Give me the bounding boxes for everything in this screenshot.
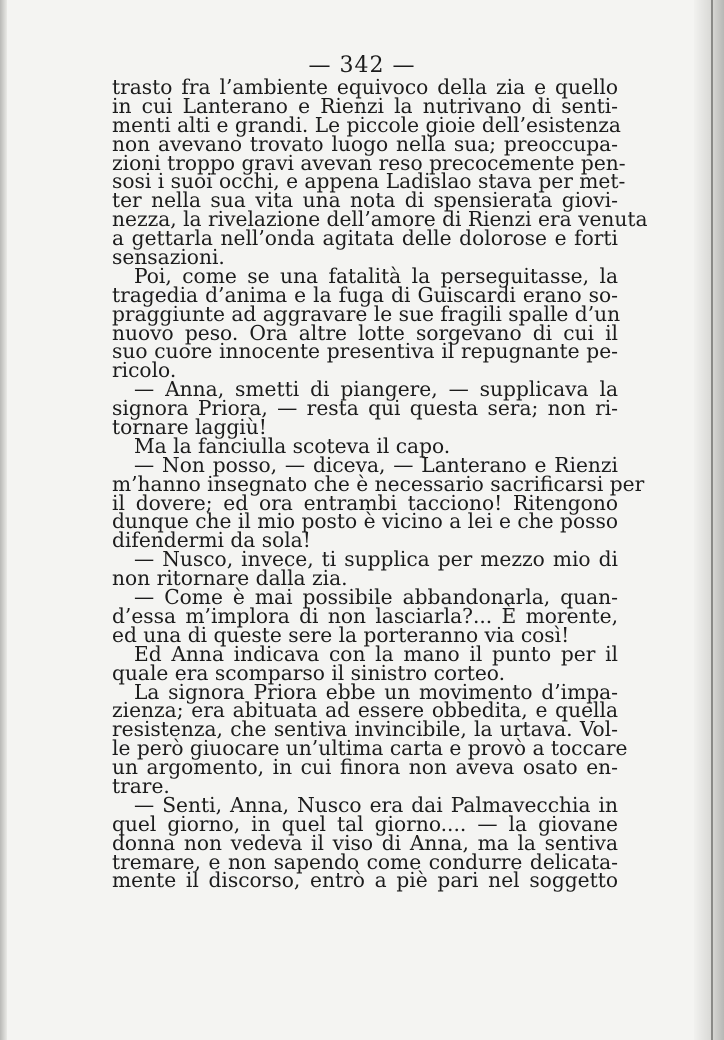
text-line: difendermi da sola! xyxy=(112,528,311,553)
text-line: tornare laggiù! xyxy=(112,415,267,440)
text-line: resistenza, che sentiva invincibile, la urtava. Vol- xyxy=(112,717,618,742)
text-line: tragedia d’anima e la fuga di Guiscardi erano so- xyxy=(112,282,618,307)
text-line: menti alti e grandi. Le piccole gioie dell’esistenza xyxy=(112,112,621,137)
text-line: in cui Lanterano e Rienzi la nutrivano di senti- xyxy=(112,93,618,118)
text-line: sosi i suoi occhi, e appena Ladislao stava per met- xyxy=(112,169,626,194)
text-line: Ma la fanciulla scoteva il capo. xyxy=(134,433,451,458)
text-line: quale era scomparso il sinistro corteo. xyxy=(112,660,506,685)
text-line: suo cuore innocente presentiva il repugnante pe- xyxy=(112,339,618,364)
text-line: donna non vedeva il viso di Anna, ma la sentiva xyxy=(112,830,618,855)
text-line: — Senti, Anna, Nusco era dai Palmavecchia in xyxy=(134,792,618,817)
text-line: ricolo. xyxy=(112,358,177,383)
text-line: quel giorno, in quel tal giorno.... — la giovane xyxy=(112,811,618,836)
text-line: praggiunte ad aggravare le sue fragili spalle d’un xyxy=(112,301,621,326)
text-line: — Come è mai possibile abbandonarla, quan- xyxy=(134,585,618,610)
text-line: nuovo peso. Ora altre lotte sorgevano di cui il xyxy=(112,320,618,345)
text-line: signora Priora, — resta qui questa sera; non ri- xyxy=(112,396,618,421)
page-number: — 342 — xyxy=(308,53,416,78)
text-line: ed una di queste sere la porteranno via così! xyxy=(112,622,570,647)
text-line: — Non posso, — diceva, — Lanterano e Rienzi xyxy=(134,452,618,477)
text-line: trare. xyxy=(112,773,170,798)
text-line: Ed Anna indicava con la mano il punto per il xyxy=(134,641,618,666)
text-line: zioni troppo gravi avevan reso precocemente pen- xyxy=(112,150,626,175)
text-line: Poi, come se una fatalità la perseguitasse, la xyxy=(134,263,618,288)
page-fold-line xyxy=(711,0,713,1040)
text-line: non avevano trovato luogo nella sua; preoccupa- xyxy=(112,131,618,156)
text-line: — Anna, smetti di piangere, — supplicava la xyxy=(134,377,618,402)
text-line: — Nusco, invece, ti supplica per mezzo mio di xyxy=(134,547,618,572)
body-text xyxy=(112,75,648,893)
text-line: un argomento, in cui finora non aveva osato en- xyxy=(112,755,618,780)
page-left-edge xyxy=(0,0,7,1040)
text-line: sensazioni. xyxy=(112,245,225,270)
text-line: zienza; era abituata ad essere obbedita, e quella xyxy=(112,698,618,723)
text-line: il dovere; ed ora entrambi tacciono! Ritengono xyxy=(112,490,618,515)
text-line: La signora Priora ebbe un movimento d’impa- xyxy=(134,679,618,704)
text-line: tremare, e non sapendo come condurre delicata- xyxy=(112,849,618,874)
text-line: ter nella sua vita una nota di spensierata giovi- xyxy=(112,188,618,213)
text-line: mente il discorso, entrò a piè pari nel soggetto xyxy=(112,868,618,893)
text-line: non ritornare dalla zia. xyxy=(112,566,348,591)
text-line: a gettarla nell’onda agitata delle dolorose e forti xyxy=(112,226,618,251)
text-line: le però giuocare un’ultima carta e provò a toccare xyxy=(112,736,628,761)
page-binding-edge xyxy=(694,0,724,1040)
text-line: dunque che il mio posto è vicino a lei e che posso xyxy=(112,509,618,534)
text-line: nezza, la rivelazione dell’amore di Rienzi era venuta xyxy=(112,207,648,232)
text-line: m’hanno insegnato che è necessario sacrificarsi per xyxy=(112,471,645,496)
text-line: d’essa m’implora di non lasciarla?... È morente, xyxy=(112,603,618,628)
text-line: trasto fra l’ambiente equivoco della zia e quello xyxy=(112,75,618,99)
